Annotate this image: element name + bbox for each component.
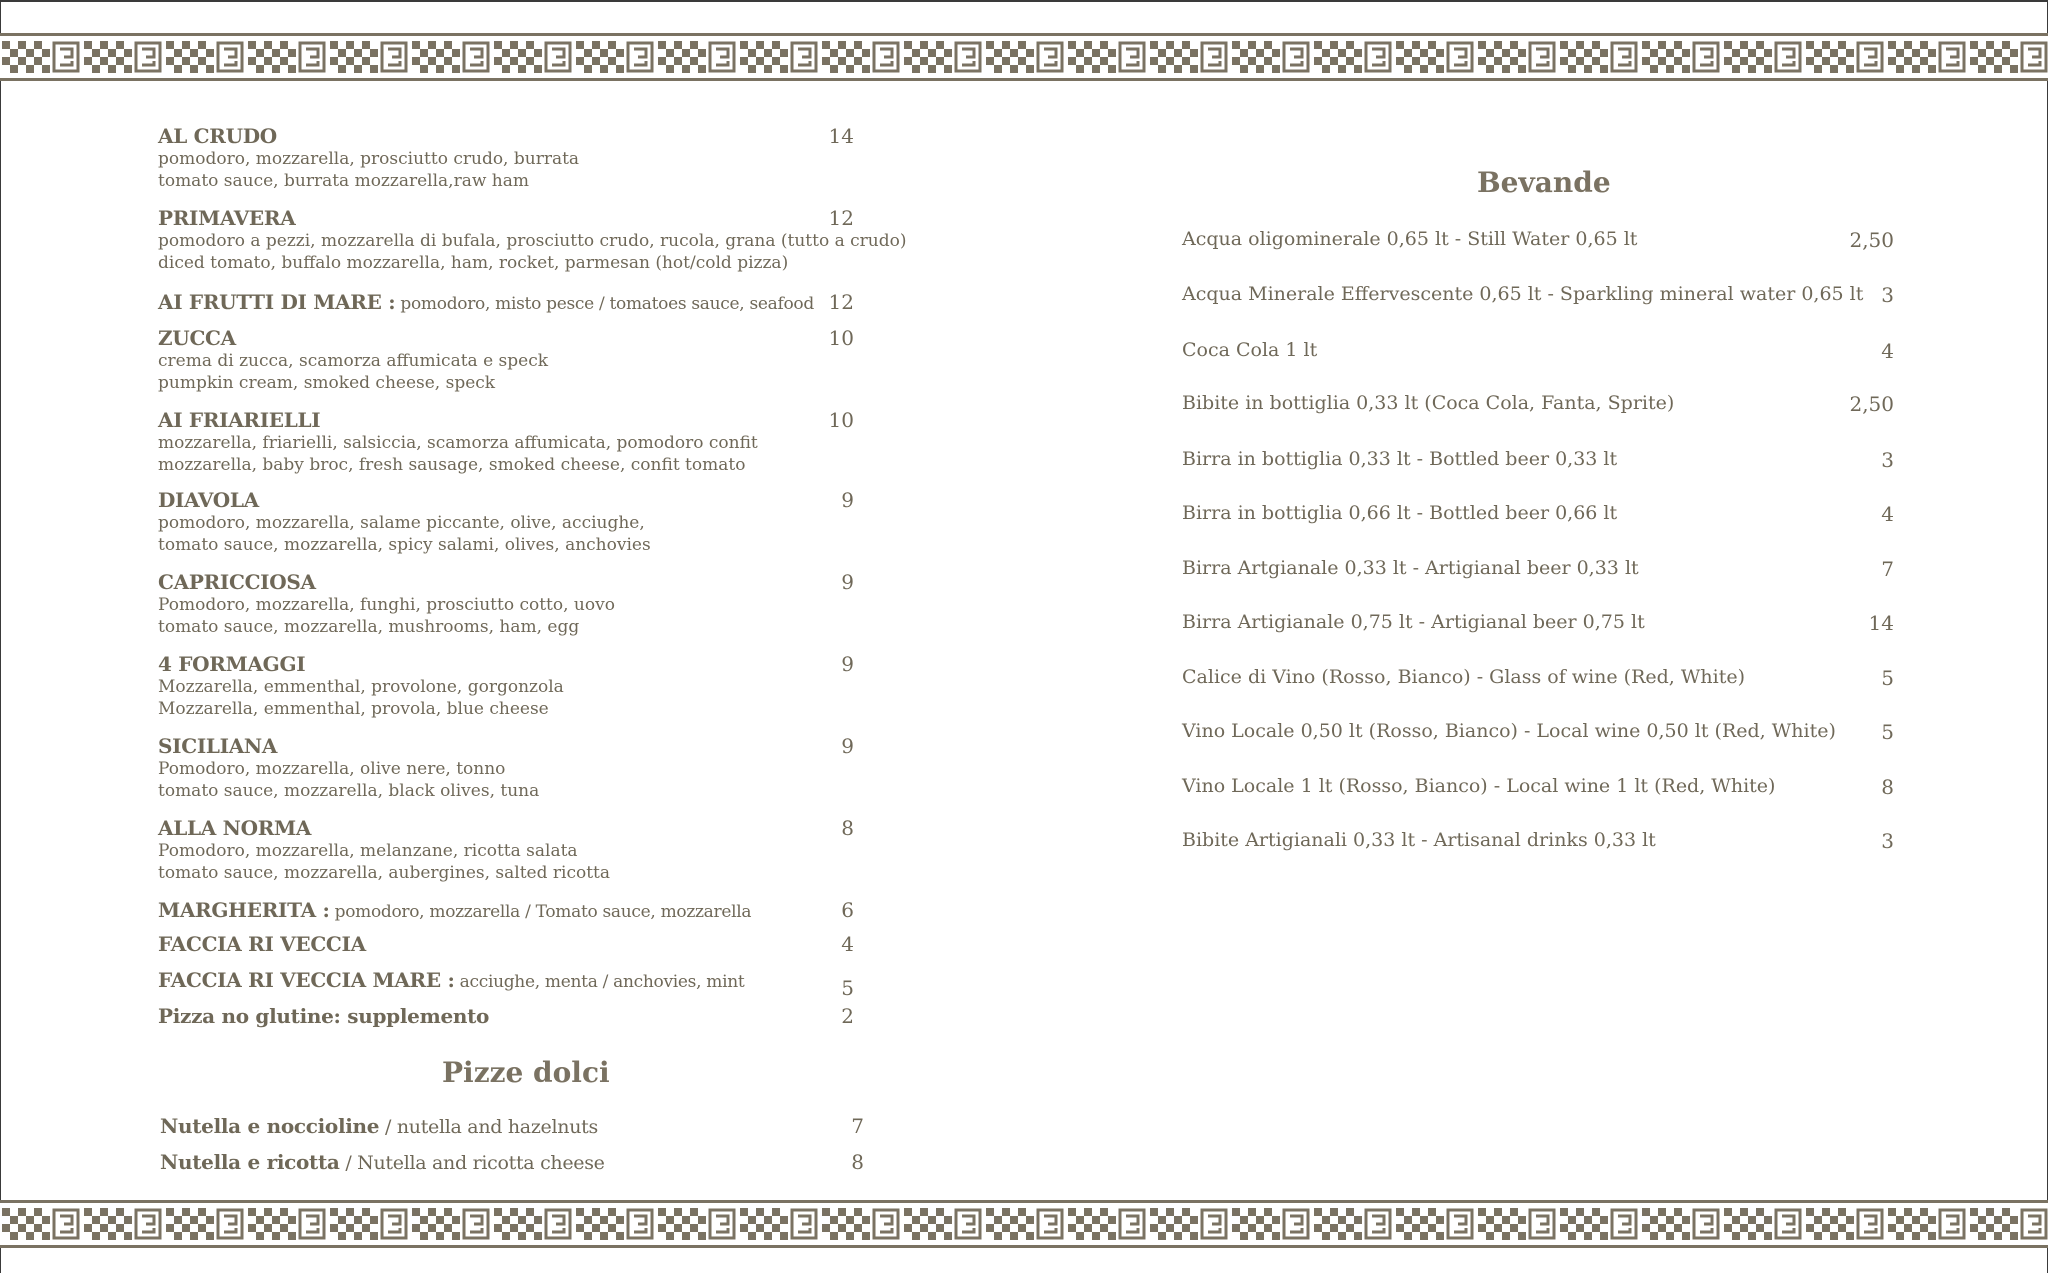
- pizza-name: Pizza no glutine: supplemento: [158, 1004, 490, 1028]
- pizza-item: [158, 408, 878, 476]
- drink-price: 5: [1881, 666, 1894, 690]
- drink-price: 2,50: [1849, 228, 1894, 252]
- drink-price: 7: [1881, 557, 1894, 581]
- pizza-name: FACCIA RI VECCIA: [158, 932, 366, 956]
- drink-name: Bibite in bottiglia 0,33 lt (Coca Cola, Fanta, Sprite): [1182, 392, 1675, 414]
- pizza-price: 4: [841, 932, 854, 956]
- greek-key-pattern-top: [0, 36, 2048, 78]
- pizza-item: [158, 488, 878, 556]
- pizza-price: 9: [841, 488, 854, 512]
- pizza-desc-it: pomodoro, mozzarella, salame piccante, olive, acciughe,: [158, 513, 645, 533]
- pizza-inline-desc: acciughe, menta / anchovies, mint: [454, 972, 745, 992]
- pizza-item: [158, 1004, 878, 1028]
- pizza-desc-it: pomodoro, mozzarella, prosciutto crudo, burrata: [158, 149, 580, 169]
- pizza-price: 2: [841, 1004, 854, 1028]
- pizza-inline-desc: pomodoro, misto pesce / tomatoes sauce, seafood: [395, 294, 814, 314]
- pizza-item: [158, 968, 878, 1000]
- drink-item: [1182, 775, 1894, 797]
- pizza-desc-it: Pomodoro, mozzarella, melanzane, ricotta salata: [158, 841, 578, 861]
- drink-item: [1182, 720, 1894, 742]
- drink-item: [1182, 666, 1894, 688]
- drink-name: Vino Locale 1 lt (Rosso, Bianco) - Local wine 1 lt (Red, White): [1182, 775, 1776, 797]
- drink-name: Calice di Vino (Rosso, Bianco) - Glass of wine (Red, White): [1182, 666, 1746, 688]
- pizza-desc-it: crema di zucca, scamorza affumicata e speck: [158, 351, 549, 371]
- drink-name: Birra in bottiglia 0,33 lt - Bottled beer 0,33 lt: [1182, 448, 1618, 470]
- drink-price: 4: [1881, 502, 1894, 526]
- pizza-price: 8: [841, 816, 854, 840]
- drink-item: [1182, 502, 1894, 524]
- drink-name: Coca Cola 1 lt: [1182, 339, 1318, 361]
- drink-price: 3: [1881, 448, 1894, 472]
- pizza-desc-en: Mozzarella, emmenthal, provola, blue cheese: [158, 699, 549, 719]
- dolce-inline-desc: / nutella and hazelnuts: [379, 1116, 598, 1138]
- pizza-name: AI FRIARIELLI: [158, 408, 321, 432]
- greek-key-pattern-bottom: [0, 1203, 2048, 1245]
- pizza-item: [158, 326, 878, 394]
- drink-item: [1182, 557, 1894, 579]
- drink-item: [1182, 829, 1894, 851]
- pizza-name: PRIMAVERA: [158, 206, 296, 230]
- pizza-price: 9: [841, 652, 854, 676]
- pizza-name: SICILIANA: [158, 734, 278, 758]
- dolce-inline-desc: / Nutella and ricotta cheese: [339, 1152, 605, 1174]
- pizza-name: [158, 898, 878, 922]
- pizza-desc-en: diced tomato, buffalo mozzarella, ham, rocket, parmesan (hot/cold pizza): [158, 253, 789, 273]
- pizza-item: [158, 932, 878, 956]
- pizza-desc-en: mozzarella, baby broc, fresh sausage, smoked cheese, confit tomato: [158, 455, 746, 475]
- drink-item: [1182, 448, 1894, 470]
- drink-item: [1182, 611, 1894, 633]
- pizza-name: CAPRICCIOSA: [158, 570, 316, 594]
- pizza-name: ZUCCA: [158, 326, 236, 350]
- drink-name: Acqua oligominerale 0,65 lt - Still Water 0,65 lt: [1182, 228, 1638, 250]
- greek-key-border-bottom: [0, 1200, 2048, 1248]
- pizza-desc-en: tomato sauce, burrata mozzarella,raw ham: [158, 171, 530, 191]
- pizza-name-text: MARGHERITA :: [158, 898, 330, 922]
- pizza-price: 10: [828, 408, 854, 432]
- pizza-desc-it: pomodoro a pezzi, mozzarella di bufala, prosciutto crudo, rucola, grana (tutto a crudo): [158, 231, 907, 251]
- drink-item: [1182, 283, 1894, 305]
- pizza-item: [158, 816, 878, 884]
- drink-name: Birra Artgianale 0,33 lt - Artigianal beer 0,33 lt: [1182, 557, 1639, 579]
- pizza-desc-en: tomato sauce, mozzarella, mushrooms, ham, egg: [158, 617, 580, 637]
- pizza-name-text: AI FRUTTI DI MARE :: [158, 290, 396, 314]
- pizza-desc-en: tomato sauce, mozzarella, aubergines, salted ricotta: [158, 863, 611, 883]
- drink-price: 3: [1881, 829, 1894, 853]
- pizza-price: 6: [841, 898, 854, 922]
- pizza-desc-en: pumpkin cream, smoked cheese, speck: [158, 373, 496, 393]
- pizza-desc-it: Mozzarella, emmenthal, provolone, gorgonzola: [158, 677, 564, 697]
- drink-item: [1182, 392, 1894, 414]
- drink-price: 5: [1881, 720, 1894, 744]
- pizza-item: [158, 124, 878, 192]
- pizza-item: [158, 570, 878, 638]
- section-title-dolci: Pizze dolci: [442, 1056, 610, 1089]
- drink-item: [1182, 228, 1894, 250]
- pizza-name: 4 FORMAGGI: [158, 652, 306, 676]
- pizza-name: [158, 290, 878, 314]
- drink-price: 3: [1881, 283, 1894, 307]
- pizza-item: [158, 206, 907, 274]
- pizza-price: 12: [828, 206, 854, 230]
- pizza-desc-it: Pomodoro, mozzarella, funghi, prosciutto cotto, uovo: [158, 595, 615, 615]
- pizza-inline-desc: pomodoro, mozzarella / Tomato sauce, mozzarella: [329, 902, 752, 922]
- drink-name: Bibite Artigianali 0,33 lt - Artisanal drinks 0,33 lt: [1182, 829, 1656, 851]
- drink-price: 8: [1881, 775, 1894, 799]
- pizza-name: [158, 968, 878, 992]
- dolce-item: [160, 1114, 880, 1138]
- drink-price: 2,50: [1849, 392, 1894, 416]
- drink-price: 14: [1868, 611, 1894, 635]
- dolce-price: 7: [851, 1114, 864, 1138]
- pizza-desc-it: Pomodoro, mozzarella, olive nere, tonno: [158, 759, 506, 779]
- pizza-name: DIAVOLA: [158, 488, 259, 512]
- pizza-name: AL CRUDO: [158, 124, 277, 148]
- pizza-price: 10: [828, 326, 854, 350]
- pizza-desc-en: tomato sauce, mozzarella, black olives, tuna: [158, 781, 540, 801]
- pizza-price: 14: [828, 124, 854, 148]
- pizza-price: 12: [828, 290, 854, 314]
- pizza-price: 5: [841, 976, 854, 1000]
- dolce-name-text: Nutella e noccioline: [160, 1114, 380, 1138]
- drink-name: Acqua Minerale Effervescente 0,65 lt - Sparkling mineral water 0,65 lt: [1182, 283, 1864, 305]
- dolce-name-text: Nutella e ricotta: [160, 1150, 340, 1174]
- pizza-desc-it: mozzarella, friarielli, salsiccia, scamorza affumicata, pomodoro confit: [158, 433, 758, 453]
- pizza-name: ALLA NORMA: [158, 816, 312, 840]
- pizza-item: [158, 652, 878, 720]
- drink-name: Vino Locale 0,50 lt (Rosso, Bianco) - Local wine 0,50 lt (Red, White): [1182, 720, 1836, 742]
- pizza-price: 9: [841, 734, 854, 758]
- section-title-bevande: Bevande: [1477, 166, 1611, 199]
- pizza-price: 9: [841, 570, 854, 594]
- pizza-item: [158, 290, 878, 314]
- drink-name: Birra Artigianale 0,75 lt - Artigianal beer 0,75 lt: [1182, 611, 1645, 633]
- pizza-name-text: FACCIA RI VECCIA MARE :: [158, 968, 455, 992]
- drink-name: Birra in bottiglia 0,66 lt - Bottled beer 0,66 lt: [1182, 502, 1618, 524]
- dolce-name: [160, 1150, 880, 1174]
- pizza-item: [158, 734, 878, 802]
- drink-price: 4: [1881, 339, 1894, 363]
- dolce-price: 8: [851, 1150, 864, 1174]
- greek-key-border-top: [0, 33, 2048, 81]
- pizza-desc-en: tomato sauce, mozzarella, spicy salami, olives, anchovies: [158, 535, 651, 555]
- pizza-item: [158, 898, 878, 922]
- dolce-name: [160, 1114, 880, 1138]
- dolce-item: [160, 1150, 880, 1174]
- drink-item: [1182, 339, 1894, 361]
